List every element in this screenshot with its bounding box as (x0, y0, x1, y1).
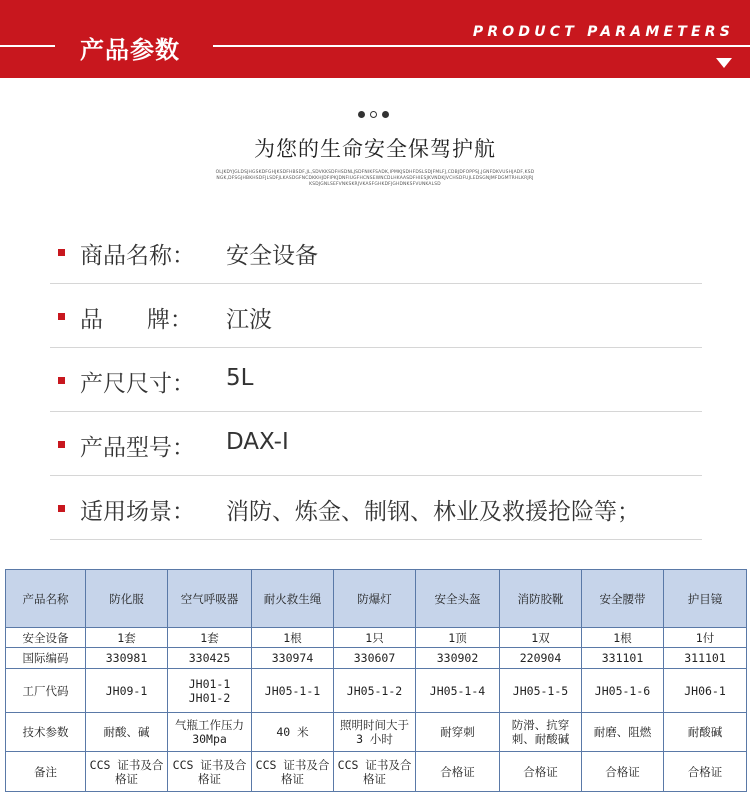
table-cell: 1套 (168, 628, 252, 648)
table-cell: 合格证 (416, 752, 500, 792)
table-cell: CCS 证书及合格证 (86, 752, 168, 792)
table-cell: 耐酸、碱 (86, 713, 168, 752)
info-value: 消防、炼金、制钢、林业及救援抢险等； (226, 499, 640, 525)
bullet-icon (58, 249, 65, 256)
decorative-microtext: OLJKDYJGLDSJHGSKDFGHJKSDFHBSDF,JL,SDVKKSDFHSDNLJSDFNIKFSADK,IPMKJSDHFDSLSDJFMLFJ,CDBJDFOPPSJ,JGNFDKVUSHJADF,KSDNGK,DFSGJHBKHSDFJLSDFJLKASDGFNCDKKHJDFIPKJDNFIUGFHCNSEWNCDLHKAASDFHIESJKVNDKJVCHSDFUJLEDSGNJMFDGMTRHLKRJRJKSDJGNLSEFVNKSKRJVKASFGHKDFJGHDNKSFVUNKALSD (215, 170, 535, 187)
table-cell: 330607 (334, 648, 416, 669)
divider (50, 411, 702, 412)
info-label: 品 牌： (80, 307, 193, 333)
table-cell: 1套 (86, 628, 168, 648)
table-cell: 合格证 (664, 752, 747, 792)
table-cell: 330974 (252, 648, 334, 669)
table-cell: JH05-1-6 (582, 669, 664, 713)
table-header-row (6, 570, 747, 628)
table-cell: 1双 (500, 628, 582, 648)
table-row (6, 752, 747, 792)
table-cell: CCS 证书及合格证 (252, 752, 334, 792)
table-cell: 331101 (582, 648, 664, 669)
table-cell: CCS 证书及合格证 (168, 752, 252, 792)
table-cell: 技术参数 (6, 713, 86, 752)
info-value: DAX-I (226, 429, 289, 455)
banner-divider-left (0, 45, 55, 47)
table-header: 空气呼吸器 (168, 570, 252, 628)
table-row (6, 713, 747, 752)
table-cell: 备注 (6, 752, 86, 792)
info-value: 江波 (226, 307, 272, 333)
bullet-icon (58, 505, 65, 512)
table-header: 耐火救生绳 (252, 570, 334, 628)
table-cell: 耐磨、阻燃 (582, 713, 664, 752)
table-cell: JH05-1-1 (252, 669, 334, 713)
info-row-scenario (50, 477, 702, 540)
table-cell: 330981 (86, 648, 168, 669)
bullet-icon (58, 441, 65, 448)
table-cell: 1根 (252, 628, 334, 648)
divider (50, 347, 702, 348)
table-header: 安全头盔 (416, 570, 500, 628)
info-row-size (50, 349, 702, 412)
dots-decoration (358, 110, 394, 120)
table-cell: 1顶 (416, 628, 500, 648)
table-cell: 330902 (416, 648, 500, 669)
slogan-heading: 为您的生命安全保驾护航 (254, 137, 496, 161)
table-cell: 防滑、抗穿刺、耐酸碱 (500, 713, 582, 752)
table-header: 防化服 (86, 570, 168, 628)
table-cell: 气瓶工作压力 30Mpa (168, 713, 252, 752)
dot-icon (382, 111, 389, 118)
table-cell: JH06-1 (664, 669, 747, 713)
info-label: 产尺尺寸： (80, 371, 195, 397)
table-cell: JH05-1-4 (416, 669, 500, 713)
table-cell: 安全设备 (6, 628, 86, 648)
banner-subtitle: PRODUCT PARAMETERS (472, 24, 734, 40)
info-label: 适用场景： (80, 499, 195, 525)
table-header: 安全腰带 (582, 570, 664, 628)
table-cell: JH05-1-5 (500, 669, 582, 713)
table-cell: JH09-1 (86, 669, 168, 713)
info-value: 安全设备 (226, 243, 318, 269)
table-cell: JH05-1-2 (334, 669, 416, 713)
table-cell: 照明时间大于 3 小时 (334, 713, 416, 752)
table-cell: JH01-1 JH01-2 (168, 669, 252, 713)
info-row-name (50, 221, 702, 284)
info-row-brand (50, 285, 702, 348)
info-label: 产品型号： (80, 435, 195, 461)
dot-icon (358, 111, 365, 118)
table-row (6, 648, 747, 669)
table-cell: 311101 (664, 648, 747, 669)
table-cell: 耐酸碱 (664, 713, 747, 752)
divider (50, 539, 702, 540)
table-cell: 国际编码 (6, 648, 86, 669)
spec-table (5, 569, 747, 792)
table-cell: CCS 证书及合格证 (334, 752, 416, 792)
divider (50, 283, 702, 284)
table-cell: 耐穿刺 (416, 713, 500, 752)
bullet-icon (58, 377, 65, 384)
dot-icon (370, 111, 377, 118)
table-header: 消防胶靴 (500, 570, 582, 628)
table-cell: 330425 (168, 648, 252, 669)
chevron-down-icon (716, 58, 732, 68)
table-row (6, 628, 747, 648)
bullet-icon (58, 313, 65, 320)
table-header: 护目镜 (664, 570, 747, 628)
table-cell: 1只 (334, 628, 416, 648)
table-row (6, 669, 747, 713)
banner-divider-right (213, 45, 750, 47)
divider (50, 475, 702, 476)
table-cell: 1根 (582, 628, 664, 648)
table-header: 防爆灯 (334, 570, 416, 628)
info-value: 5L (226, 365, 254, 391)
info-row-model (50, 413, 702, 476)
table-header: 产品名称 (6, 570, 86, 628)
banner-title: 产品参数 (80, 36, 180, 64)
header-banner (0, 0, 750, 78)
table-cell: 40 米 (252, 713, 334, 752)
table-cell: 220904 (500, 648, 582, 669)
table-cell: 合格证 (582, 752, 664, 792)
table-cell: 1付 (664, 628, 747, 648)
info-label: 商品名称： (80, 243, 195, 269)
table-cell: 工厂代码 (6, 669, 86, 713)
table-cell: 合格证 (500, 752, 582, 792)
